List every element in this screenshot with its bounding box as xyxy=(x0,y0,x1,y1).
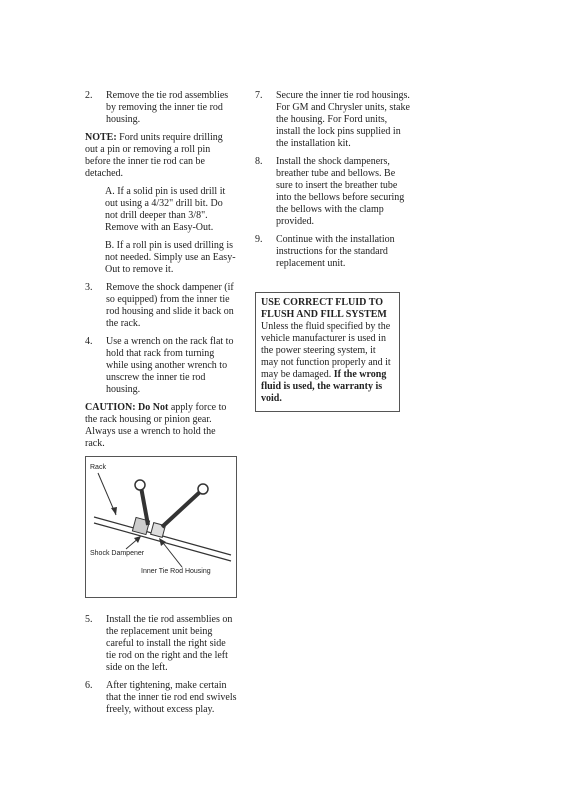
step-text: Continue with the installation instructions for the standard replacement unit. xyxy=(276,234,395,269)
note-text: Ford units require drilling out a pin or removing a roll pin before the inner tie rod can be detached. xyxy=(85,132,223,179)
step-4 xyxy=(85,336,237,396)
sub-step-a: A. If a solid pin is used drill it out using a 4/32" drill bit. Do not drill deeper than 3/8". Remove with an Easy-Out. xyxy=(105,186,226,233)
step-number: 3. xyxy=(85,282,93,293)
warning-body: Unless the fluid specified by the vehicle manufacturer is used in the power steering system, it may not function properly and it may be damaged. xyxy=(261,321,391,380)
wrench-illustration xyxy=(86,457,236,597)
step-number: 4. xyxy=(85,336,93,347)
step-2 xyxy=(85,90,237,126)
ford-note xyxy=(85,132,237,180)
sub-step-b: B. If a roll pin is used drilling is not needed. Simply use an Easy-Out to remove it. xyxy=(105,240,236,275)
step-text: Install the shock dampeners, breather tube and bellows. Be sure to insert the breather tube into the bellows before securing the bellows with the clamp provided. xyxy=(276,156,405,227)
note-label: NOTE: xyxy=(85,132,117,143)
step-text: Install the tie rod assemblies on the replacement unit being careful to install the right side tie rod on the right and the left side on the left. xyxy=(106,614,233,673)
arrow-shock-dampener xyxy=(126,536,141,549)
step-number: 2. xyxy=(85,90,93,101)
right-column xyxy=(255,90,410,412)
step-5 xyxy=(85,614,237,674)
step-3 xyxy=(85,282,237,330)
step-6 xyxy=(85,680,237,716)
warning-title: USE CORRECT FLUID TO FLUSH AND FILL SYSTEM xyxy=(261,297,387,320)
caution-text: apply force to the rack housing or pinion gear. Always use a wrench to hold the rack. xyxy=(85,402,227,449)
step-number: 9. xyxy=(255,234,263,245)
arrow-rack xyxy=(98,473,117,515)
label-inner-tie-rod-housing: Inner Tie Rod Housing xyxy=(141,568,211,575)
label-shock-dampener: Shock Dampener xyxy=(90,550,145,557)
step-number: 7. xyxy=(255,90,263,101)
step-number: 6. xyxy=(85,680,93,691)
step-8 xyxy=(255,156,410,228)
left-column xyxy=(85,90,237,722)
step-text: Remove the shock dampener (if so equipped) from the inner tie rod housing and slide it back on the rack. xyxy=(106,282,234,329)
label-rack: Rack xyxy=(90,464,106,471)
step-text: Remove the tie rod assemblies by removing the inner tie rod housing. xyxy=(106,90,229,125)
wrench-figure xyxy=(85,456,237,598)
arrow-inner-tie-rod-housing xyxy=(159,538,182,567)
wrench-right xyxy=(162,484,208,527)
step-number: 8. xyxy=(255,156,263,167)
warning-bold-text: If the wrong fluid is used, the warranty is void. xyxy=(261,369,387,404)
step-text: After tightening, make certain that the inner tie rod end swivels freely, without excess play. xyxy=(106,680,237,715)
caution-label: CAUTION: Do Not xyxy=(85,402,169,413)
caution-note xyxy=(85,402,237,450)
step-text: Secure the inner tie rod housings. For GM and Chrysler units, stake the housing. For Ford units, install the lock pins supplied in the installation kit. xyxy=(276,90,410,149)
fluid-warning-box xyxy=(255,292,400,412)
step-9 xyxy=(255,234,410,270)
step-number: 5. xyxy=(85,614,93,625)
step-7 xyxy=(255,90,410,150)
step-text: Use a wrench on the rack flat to hold that rack from turning while using another wrench to unscrew the inner tie rod housing. xyxy=(106,336,234,395)
